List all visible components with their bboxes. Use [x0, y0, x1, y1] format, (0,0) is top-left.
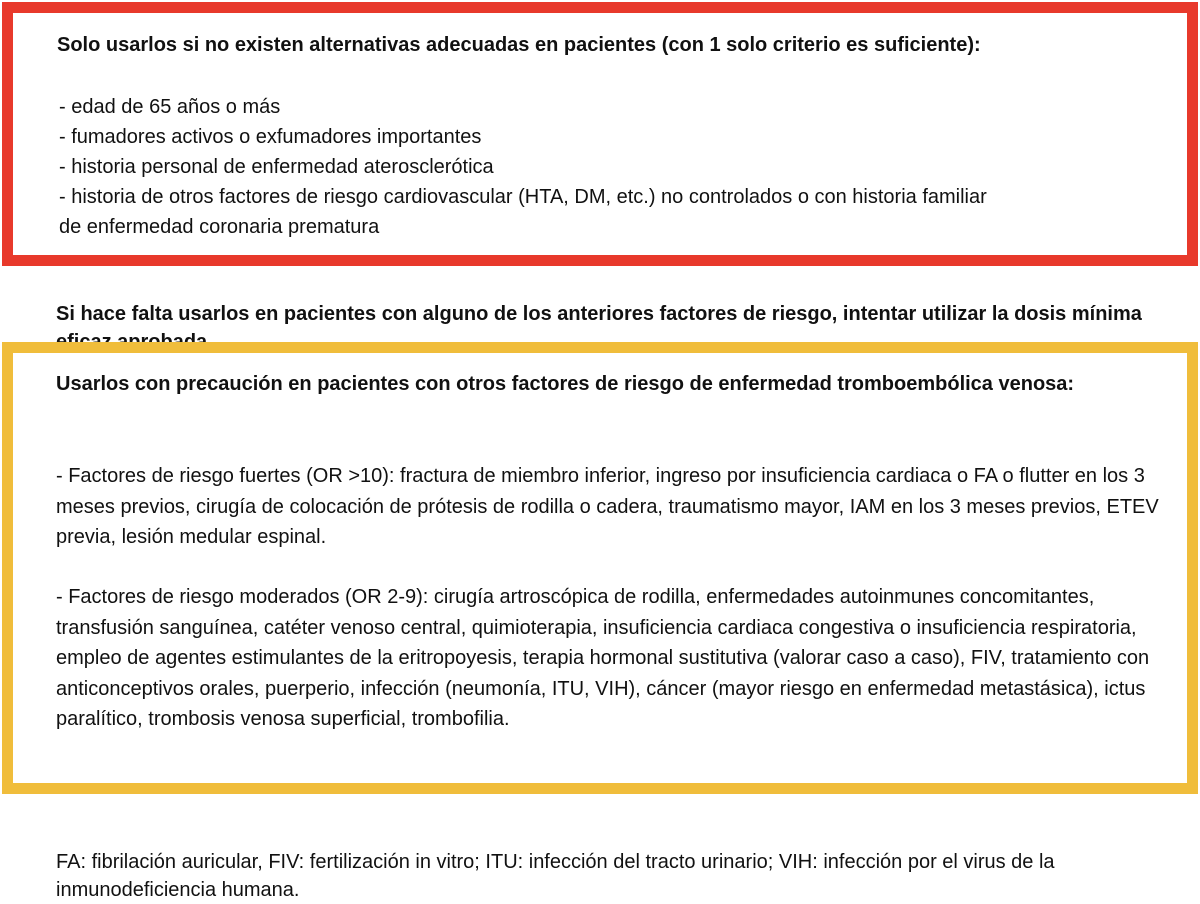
moderate-risk-factors: - Factores de riesgo moderados (OR 2-9): cirugía artroscópica de rodilla, enfermedades autoinmunes concomitantes, transfusión sanguínea, catéter venoso central, quimioterapia, insuficiencia cardiaca congestiva o insuficiencia respiratoria, empleo de agentes estimulantes de la eritropoyesis, terapia hormonal sustitutiva (valorar caso a caso), FIV, tratamiento con anticonceptivos orales, puerperio, infección (neumonía, ITU, VIH), cáncer (mayor riesgo en enfermedad metastásica), ictus paralítico, trombosis venosa superficial, trombofilia.: [56, 586, 1150, 730]
criteria-item-age: - edad de 65 años o más: [59, 96, 281, 118]
criteria-item-cv-risk: - historia de otros factores de riesgo cardiovascular (HTA, DM, etc.) no controlados o con historia familiar: [59, 186, 987, 208]
red-box-heading: Solo usarlos si no existen alternativas adecuadas en pacientes (con 1 solo criterio es suficiente):: [57, 34, 981, 56]
minimum-dose-note: Si hace falta usarlos en pacientes con alguno de los anteriores factores de riesgo, intentar utilizar la dosis mínima eficaz aprobada.: [56, 303, 1142, 353]
criteria-item-atherosclerosis: - historia personal de enfermedad aterosclerótica: [59, 156, 494, 178]
criteria-item-smokers: - fumadores activos o exfumadores importantes: [59, 126, 482, 148]
abbreviations-footnote: FA: fibrilación auricular, FIV: fertilización in vitro; ITU: infección del tracto urinario; VIH: infección por el virus de la inmunodeficiencia humana.: [56, 851, 1055, 901]
red-criteria-list: [59, 92, 987, 242]
yellow-box-heading: Usarlos con precaución en pacientes con otros factores de riesgo de enfermedad tromboembólica venosa:: [56, 373, 1075, 395]
criteria-item-cv-risk-continued: de enfermedad coronaria prematura: [59, 216, 380, 238]
strong-risk-factors: - Factores de riesgo fuertes (OR >10): fractura de miembro inferior, ingreso por insuficiencia cardiaca o FA o flutter en los 3 meses previos, cirugía de colocación de prótesis de rodilla o cadera, traumatismo mayor, IAM en los 3 meses previos, ETEV previa, lesión medular espinal.: [56, 465, 1159, 548]
